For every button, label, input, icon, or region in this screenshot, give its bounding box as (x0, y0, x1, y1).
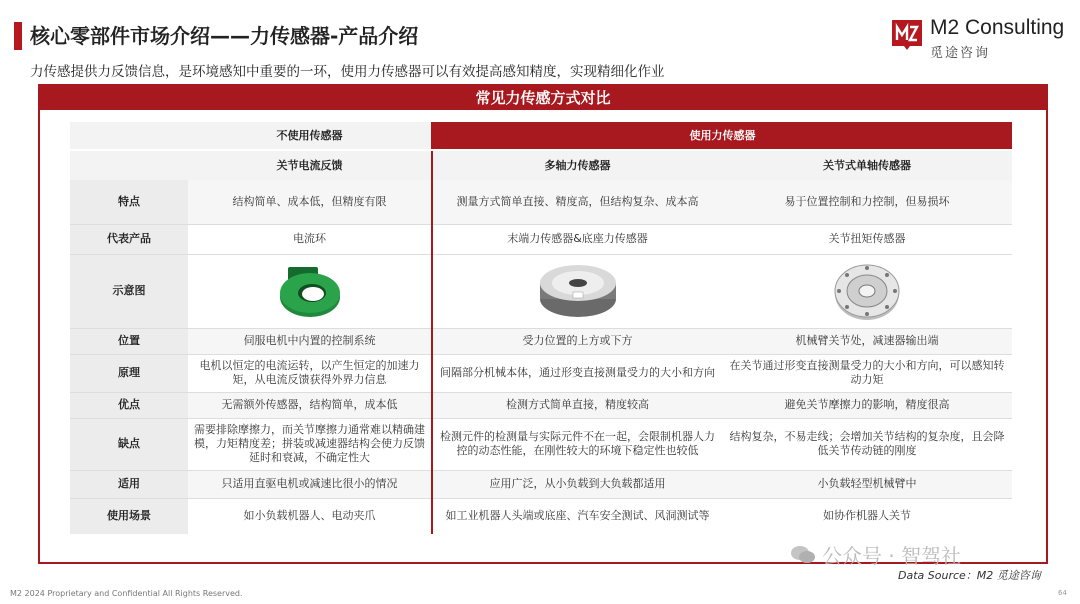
group-used: 使用力传感器 (432, 122, 1012, 150)
table-row (70, 354, 1012, 392)
joint-torque-sensor-image (829, 258, 905, 324)
table-cell: 只适用直驱电机或减速比很小的情况 (188, 470, 432, 498)
table-cell: 电流环 (188, 224, 432, 254)
table-cell: 需要排除摩擦力，而关节摩擦力通常难以精确建模，力矩精度差；拼装或减速器结构会使力反馈延时和衰减，不确定性大 (188, 418, 432, 470)
page-number: 64 (1058, 589, 1067, 597)
table-row (70, 498, 1012, 534)
corner-cell-2 (70, 150, 188, 180)
image-cell (722, 254, 1012, 328)
table-cell: 结构复杂，不易走线；会增加关节结构的复杂度，且会降低关节传动链的刚度 (722, 418, 1012, 470)
table-cell: 机械臂关节处，减速器输出端 (722, 328, 1012, 354)
table-row (70, 470, 1012, 498)
image-cell (432, 254, 722, 328)
row-label: 缺点 (70, 418, 188, 470)
m2-logo-icon (890, 16, 924, 52)
table-cell: 应用广泛，从小负载到大负载都适用 (432, 470, 722, 498)
row-label: 特点 (70, 180, 188, 224)
column-header: 多轴力传感器 (432, 150, 722, 180)
data-source: Data Source：M2 觅途咨询 (898, 569, 1041, 582)
row-label: 示意图 (70, 254, 188, 328)
watermark (790, 540, 961, 569)
table-cell: 电机以恒定的电流运转，以产生恒定的加速力矩，从电流反馈获得外界力信息 (188, 354, 432, 392)
title-accent-bar (14, 22, 22, 50)
table-cell: 测量方式简单直接、精度高，但结构复杂、成本高 (432, 180, 722, 224)
table-cell: 避免关节摩擦力的影响，精度很高 (722, 392, 1012, 418)
multi-axis-sensor-image (533, 259, 623, 323)
logo-name: M2 Consulting (930, 16, 1065, 39)
table-cell: 伺服电机中内置的控制系统 (188, 328, 432, 354)
table-cell: 间隔部分机械本体，通过形变直接测量受力的大小和方向 (432, 354, 722, 392)
row-label: 原理 (70, 354, 188, 392)
table-cell: 检测元件的检测量与实际元件不在一起，会限制机器人力控的动态性能，在刚性较大的环境下稳定性也较低 (432, 418, 722, 470)
logo-sub: 觅途咨询 (930, 46, 991, 61)
footer-copyright: M2 2024 Proprietary and Confidential All Rights Reserved. (10, 589, 243, 598)
wechat-icon (790, 544, 816, 566)
row-label: 代表产品 (70, 224, 188, 254)
table-cell: 受力位置的上方或下方 (432, 328, 722, 354)
table-cell: 小负载轻型机械臂中 (722, 470, 1012, 498)
watermark-text: 公众号 · 智驾社 (822, 544, 962, 568)
table-cell: 末端力传感器&底座力传感器 (432, 224, 722, 254)
table-cell: 在关节通过形变直接测量受力的大小和方向，可以感知转动力矩 (722, 354, 1012, 392)
table-row (70, 328, 1012, 354)
comparison-panel (38, 84, 1048, 564)
group-header-row (70, 122, 1012, 150)
page-title: 核心零部件市场介绍——力传感器-产品介绍 (30, 24, 419, 48)
table-cell: 易于位置控制和力控制，但易损坏 (722, 180, 1012, 224)
table-cell: 如协作机器人关节 (722, 498, 1012, 534)
table-cell: 无需额外传感器，结构简单，成本低 (188, 392, 432, 418)
table-row (70, 254, 1012, 328)
row-label: 位置 (70, 328, 188, 354)
table-row (70, 392, 1012, 418)
column-header: 关节电流反馈 (188, 150, 432, 180)
table-cell: 如小负载机器人、电动夹爪 (188, 498, 432, 534)
column-header-row (70, 150, 1012, 180)
row-label: 优点 (70, 392, 188, 418)
image-cell (188, 254, 432, 328)
row-label: 使用场景 (70, 498, 188, 534)
row-label: 适用 (70, 470, 188, 498)
group-unused: 不使用传感器 (188, 122, 432, 150)
table-cell: 关节扭矩传感器 (722, 224, 1012, 254)
table-cell: 结构简单、成本低，但精度有限 (188, 180, 432, 224)
table-row (70, 224, 1012, 254)
current-ring-sensor-image (268, 261, 352, 321)
table-cell: 检测方式简单直接，精度较高 (432, 392, 722, 418)
corner-cell (70, 122, 188, 150)
company-logo (890, 14, 1070, 61)
table-cell: 如工业机器人头端或底座、汽车安全测试、风洞测试等 (432, 498, 722, 534)
table-row (70, 180, 1012, 224)
comparison-table (70, 122, 1012, 534)
page-subtitle: 力传感提供力反馈信息，是环境感知中重要的一环，使用力传感器可以有效提高感知精度，实现精细化作业 (30, 64, 665, 80)
panel-header: 常见力传感方式对比 (40, 86, 1046, 110)
column-header: 关节式单轴传感器 (722, 150, 1012, 180)
table-row (70, 418, 1012, 470)
